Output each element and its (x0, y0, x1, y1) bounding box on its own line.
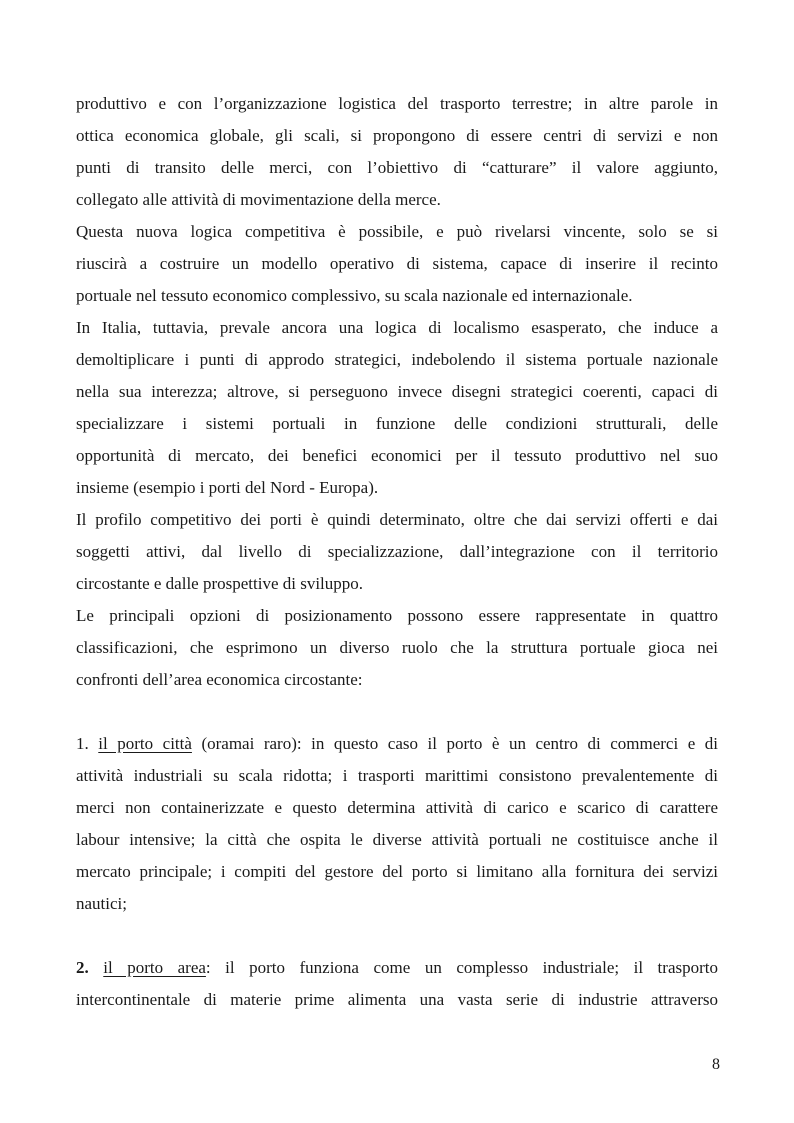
paragraph-1 (76, 88, 718, 216)
text-line: riuscirà a costruire un modello operativo di sistema, capace di inserire il recinto (76, 254, 718, 273)
text-line: confronti dell’area economica circostante: (76, 670, 363, 689)
page-number: 8 (712, 1056, 720, 1073)
text-line: punti di transito delle merci, con l’obiettivo di “catturare” il valore aggiunto, (76, 158, 718, 177)
list-item-first-line (76, 728, 718, 760)
text-line: specializzare i sistemi portuali in funzione delle condizioni strutturali, delle (76, 414, 718, 433)
text-line: attività industriali su scala ridotta; i trasporti marittimi consistono prevalentemente di (76, 766, 718, 785)
paragraph-5 (76, 600, 718, 696)
text-line: Le principali opzioni di posizionamento possono essere rappresentate in quattro (76, 606, 718, 625)
text-line: soggetti attivi, dal livello di specializzazione, dall’integrazione con il territorio (76, 542, 718, 561)
text-line: nautici; (76, 894, 127, 913)
paragraph-2 (76, 216, 718, 312)
item-text: : il porto funziona come un complesso industriale; il trasporto (205, 958, 718, 977)
text-line: nella sua interezza; altrove, si perseguono invece disegni strategici coerenti, capaci di (76, 382, 718, 401)
text-line: insieme (esempio i porti del Nord - Europa). (76, 478, 379, 497)
list-item-first-line (76, 952, 718, 984)
text-line: merci non containerizzate e questo determina attività di carico e scarico di carattere (76, 798, 718, 817)
item-number: 2. (76, 958, 89, 977)
text-line: labour intensive; la città che ospita le diverse attività portuali ne costituisce anche il (76, 830, 718, 849)
text-line: circostante e dalle prospettive di sviluppo. (76, 574, 364, 593)
text-line: opportunità di mercato, dei benefici economici per il tessuto produttivo nel suo (76, 446, 718, 465)
blank-line (76, 696, 718, 728)
text-line: mercato principale; i compiti del gestore del porto si limitano alla fornitura dei servizi (76, 862, 718, 881)
text-line: collegato alle attività di movimentazione della merce. (76, 190, 441, 209)
text-line: demoltiplicare i punti di approdo strategici, indebolendo il sistema portuale nazionale (76, 350, 718, 369)
text-line: ottica economica globale, gli scali, si propongono di essere centri di servizi e non (76, 126, 718, 145)
text-line: produttivo e con l’organizzazione logistica del trasporto terrestre; in altre parole in (76, 94, 718, 113)
list-item-porto-citta (76, 728, 718, 920)
paragraph-4 (76, 504, 718, 600)
list-item-porto-area (76, 952, 718, 1016)
item-term: il porto città (98, 734, 192, 753)
blank-line (76, 920, 718, 952)
document-body (76, 88, 718, 1016)
text-line: portuale nel tessuto economico complessivo, su scala nazionale ed internazionale. (76, 286, 633, 305)
item-text: (oramai raro): in questo caso il porto è un centro di commerci e di (201, 734, 718, 753)
text-line: classificazioni, che esprimono un diverso ruolo che la struttura portuale gioca nei (76, 638, 718, 657)
text-line: Questa nuova logica competitiva è possibile, e può rivelarsi vincente, solo se si (76, 222, 718, 241)
paragraph-3 (76, 312, 718, 504)
text-line: Il profilo competitivo dei porti è quindi determinato, oltre che dai servizi offerti e dai (76, 510, 718, 529)
text-line: In Italia, tuttavia, prevale ancora una logica di localismo esasperato, che induce a (76, 318, 718, 337)
item-term: il porto area (103, 958, 206, 977)
item-number: 1. (76, 734, 89, 753)
text-line: intercontinentale di materie prime alimenta una vasta serie di industrie attraverso (76, 990, 718, 1009)
